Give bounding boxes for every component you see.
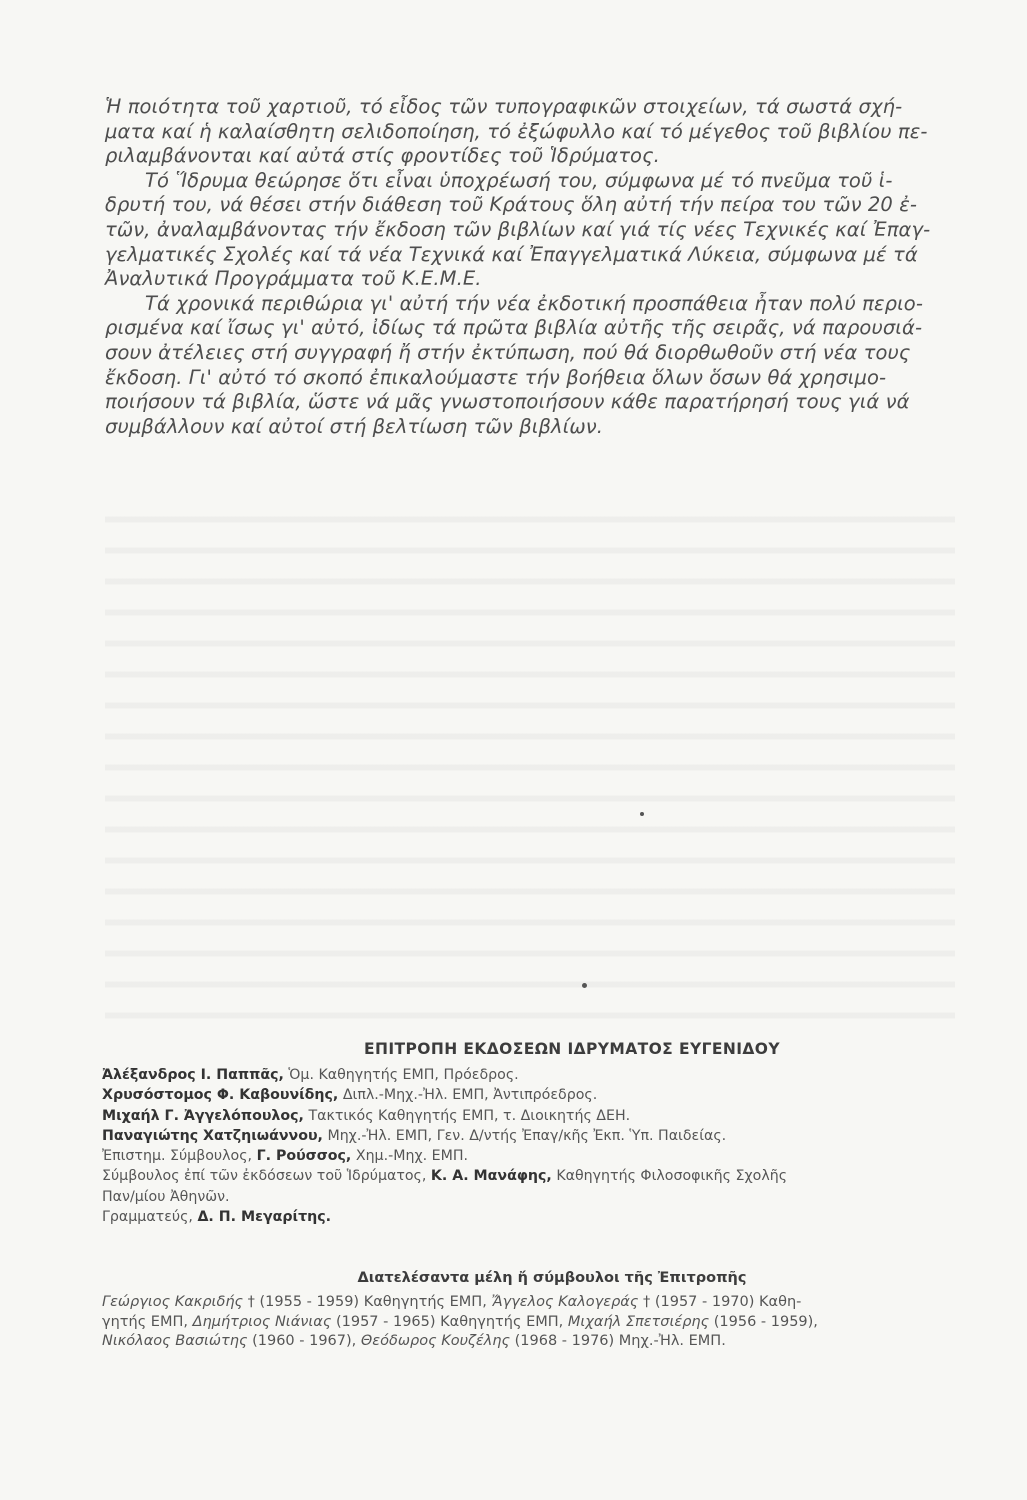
member-prefix: Γραμματεύς,: [102, 1209, 193, 1226]
committee-member: [102, 1207, 962, 1227]
former-role: (1956 - 1959),: [709, 1313, 818, 1330]
former-line: [102, 1313, 962, 1333]
member-name: Παναγιώτης Χατζηιωάννου,: [102, 1127, 323, 1144]
former-role: † (1957 - 1970) Καθη-: [638, 1294, 802, 1310]
committee-member: [102, 1126, 962, 1146]
committee-member: [102, 1065, 962, 1085]
text-line: ματα καί ἡ καλαίσθητη σελιδοποίηση, τό ἐξώφυλλο καί τό μέγεθος τοῦ βιβλίου πε-: [105, 119, 928, 143]
dust-speck: [640, 812, 644, 816]
member-name: Χρυσόστομος Φ. Καβουνίδης,: [102, 1087, 339, 1104]
member-role: Μηχ.-Ἠλ. ΕΜΠ, Γεν. Δ/ντής Ἐπαγ/κῆς Ἐκπ. Ὑπ. Παιδείας.: [327, 1127, 727, 1144]
text-line: Τά χρονικά περιθώρια γι' αὐτή τήν νέα ἐκδοτική προσπάθεια ἦταν πολύ περιο-: [145, 291, 923, 315]
text-line: ρισμένα καί ἴσως γι' αὐτό, ἰδίως τά πρῶτα βιβλία αὐτῆς τῆς σειρᾶς, νά παρουσιά-: [105, 316, 923, 340]
former-role: (1957 - 1965) Καθηγητής ΕΜΠ,: [331, 1313, 564, 1330]
former-line: [102, 1293, 962, 1313]
show-through-area: [105, 500, 955, 1020]
text-line: Ἡ ποιότητα τοῦ χαρτιοῦ, τό εἶδος τῶν τυπογραφικῶν στοιχείων, τά σωστά σχή-: [105, 95, 903, 118]
former-name: Δημήτριος Νιάνιας: [192, 1313, 332, 1330]
text-line: γελματικές Σχολές καί τά νέα Τεχνικά καί Ἐπαγγελματικά Λύκεια, σύμφωνα μέ τά: [105, 242, 918, 266]
member-name: Ἀλέξανδρος Ι. Παππᾶς,: [102, 1067, 284, 1083]
member-role: Χημ.-Μηχ. ΕΜΠ.: [355, 1148, 469, 1165]
member-role: Τακτικός Καθηγητής ΕΜΠ, τ. Διοικητής ΔΕΗ.: [308, 1107, 631, 1124]
member-role: Καθηγητής Φιλοσοφικῆς Σχολῆς: [556, 1168, 788, 1185]
text-line: ριλαμβάνονται καί αὐτά στίς φροντίδες τοῦ Ἱδρύματος.: [105, 144, 660, 168]
former-name: Ἄγγελος Καλογεράς: [491, 1294, 639, 1310]
committee-member: [102, 1146, 962, 1166]
member-name: Κ. Α. Μανάφης,: [430, 1168, 552, 1185]
former-title: Διατελέσαντα μέλη ἤ σύμβουλοι τῆς Ἐπιτροπῆς: [357, 1270, 747, 1286]
committee-member: [102, 1106, 962, 1126]
member-role: Ὁμ. Καθηγητής ΕΜΠ, Πρόεδρος.: [288, 1067, 519, 1083]
former-name: Νικόλαος Βασιώτης: [102, 1333, 248, 1349]
member-name: Δ. Π. Μεγαρίτης.: [197, 1209, 332, 1226]
member-prefix: Ἐπιστημ. Σύμβουλος,: [102, 1148, 253, 1165]
committee-member: [102, 1085, 962, 1105]
former-list: [102, 1293, 962, 1352]
member-prefix: Σύμβουλος ἐπί τῶν ἐκδόσεων τοῦ Ἱδρύματος,: [102, 1168, 427, 1185]
text-line: συμβάλλουν καί αὐτοί στή βελτίωση τῶν βιβλίων.: [105, 414, 604, 438]
former-role: † (1955 - 1959) Καθηγητής ΕΜΠ,: [243, 1294, 487, 1310]
text-line: Τό Ἵδρυμα θεώρησε ὅτι εἶναι ὑποχρέωσή του, σύμφωνα μέ τό πνεῦμα τοῦ ἱ-: [145, 168, 893, 192]
dust-speck: [582, 983, 587, 988]
text-line: τῶν, ἀναλαμβάνοντας τήν ἔκδοση τῶν βιβλίων καί γιά τίς νέες Τεχνικές καί Ἐπαγ-: [105, 217, 931, 241]
former-members: [102, 1270, 962, 1352]
committee-member: [102, 1166, 962, 1186]
former-name: Θεόδωρος Κουζέλης: [360, 1333, 510, 1349]
former-role: γητής ΕΜΠ,: [102, 1313, 188, 1330]
member-name: Μιχαήλ Γ. Ἀγγελόπουλος,: [102, 1107, 304, 1124]
member-role: Παν/μίου Ἀθηνῶν.: [102, 1188, 230, 1205]
committee-title: ΕΠΙΤΡΟΠΗ ΕΚΔΟΣΕΩΝ ΙΔΡΥΜΑΤΟΣ ΕΥΓΕΝΙΔΟΥ: [364, 1040, 780, 1058]
former-name: Γεώργιος Κακριδής: [102, 1294, 244, 1310]
text-line: δρυτή του, νά θέσει στήν διάθεση τοῦ Κράτους ὅλη αὐτή τήν πείρα του τῶν 20 ἐ-: [105, 193, 917, 217]
text-line: Ἀναλυτικά Προγράμματα τοῦ Κ.Ε.Μ.Ε.: [105, 267, 482, 291]
text-line: ἔκδοση. Γι' αὐτό τό σκοπό ἐπικαλούμαστε τήν βοήθεια ὅλων ὅσων θά χρησιμο-: [105, 365, 887, 389]
text-line: σουν ἀτέλειες στή συγγραφή ἤ στήν ἐκτύπωση, πού θά διορθωθοῦν στή νέα τους: [105, 340, 911, 364]
member-name: Γ. Ρούσσος,: [256, 1148, 352, 1165]
former-name: Μιχαήλ Σπετσιέρης: [567, 1313, 710, 1330]
former-role: (1960 - 1967),: [247, 1333, 357, 1349]
former-role: (1968 - 1976) Μηχ.-Ἠλ. ΕΜΠ.: [510, 1333, 726, 1349]
editions-committee: [102, 1040, 962, 1227]
committee-member-cont: [102, 1187, 962, 1207]
intro-paragraphs: [105, 95, 955, 439]
text-line: ποιήσουν τά βιβλία, ὥστε νά μᾶς γνωστοποιήσουν κάθε παρατήρησή τους γιά νά: [105, 390, 910, 414]
member-role: Διπλ.-Μηχ.-Ἠλ. ΕΜΠ, Ἀντιπρόεδρος.: [342, 1087, 598, 1104]
former-line: [102, 1332, 962, 1352]
